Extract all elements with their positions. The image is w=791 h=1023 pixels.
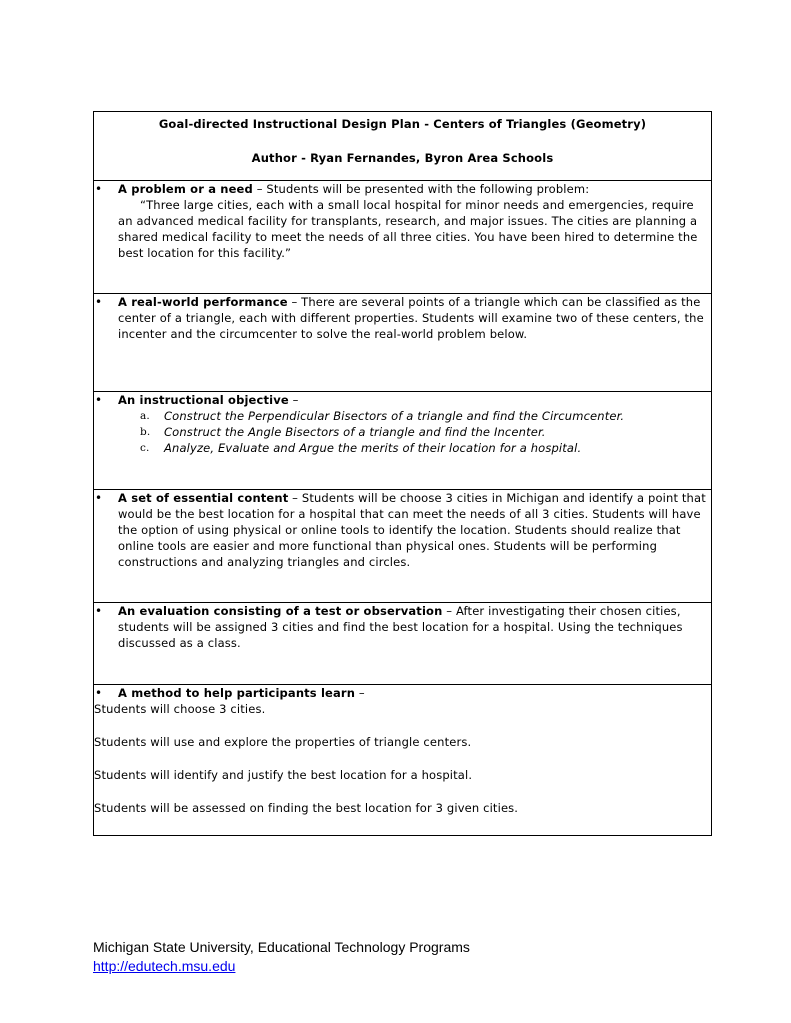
bullet: • xyxy=(95,604,103,618)
footer xyxy=(93,938,470,976)
problem-quote: “Three large cities, each with a small local hospital for minor needs and emergencies, require an advanced medical facility for transplants, research, and major issues. The cities are planning a shared medical facility to meet the needs of all three cities. You have been hired to determine the best location for this facility.” xyxy=(118,198,698,260)
section-title: An evaluation consisting of a test or observation xyxy=(118,604,443,618)
section-evaluation-cell xyxy=(94,603,712,685)
section-method-cell xyxy=(94,685,712,836)
list-marker: a. xyxy=(140,410,150,422)
section-objective-cell xyxy=(94,392,712,490)
section-title: A real-world performance xyxy=(118,295,288,309)
objective-text: Construct the Angle Bisectors of a triangle and find the Incenter. xyxy=(164,425,546,439)
section-text: – There are several points of a triangle which can be classified as the center of a triangle, each with different properties. Students will examine two of these centers, the incenter and the circumcenter to solve the real-world problem below. xyxy=(118,295,704,341)
bullet: • xyxy=(95,182,103,196)
section-title: A problem or a need xyxy=(118,182,253,196)
document-title: Goal-directed Instructional Design Plan - Centers of Triangles (Geometry) xyxy=(158,117,647,131)
design-plan-table xyxy=(93,111,712,836)
section-problem xyxy=(94,181,712,294)
section-text: – Students will be choose 3 cities in Michigan and identify a point that would be the best location for a hospital that can meet the needs of all 3 cities. Students will have the option of using physical or online tools to identify the location. Students should realize that online tools are easier and more functional than physical ones. Students will be performing constructions and analyzing triangles and circles. xyxy=(118,491,706,569)
section-title: A method to help participants learn xyxy=(118,686,356,700)
section-text: – Students will be presented with the following problem: xyxy=(252,182,590,196)
section-content xyxy=(94,490,712,603)
section-text: – xyxy=(355,686,365,700)
method-line: Students will be assessed on finding the best location for 3 given cities. xyxy=(94,801,519,815)
objective-item xyxy=(118,440,711,456)
header-cell xyxy=(94,112,712,181)
section-performance-cell xyxy=(94,294,712,392)
section-problem-cell xyxy=(94,181,712,294)
method-heading xyxy=(94,685,711,701)
section-objective xyxy=(94,392,712,490)
section-content-cell xyxy=(94,490,712,603)
bullet: • xyxy=(95,686,103,700)
section-title: A set of essential content xyxy=(118,491,289,505)
section-evaluation xyxy=(94,603,712,685)
section-performance xyxy=(94,294,712,392)
section-method xyxy=(94,685,712,836)
objective-item xyxy=(118,424,711,440)
method-line: Students will choose 3 cities. xyxy=(94,702,266,716)
section-text: – After investigating their chosen cities, students will be assigned 3 cities and find the best location for a hospital. Using the techniques discussed as a class. xyxy=(118,604,683,650)
bullet: • xyxy=(95,393,103,407)
document-author: Author - Ryan Fernandes, Byron Area Schools xyxy=(251,151,554,165)
header-row xyxy=(94,112,712,181)
objective-list xyxy=(118,408,711,456)
objective-text: Analyze, Evaluate and Argue the merits of their location for a hospital. xyxy=(164,441,582,455)
method-line: Students will identify and justify the best location for a hospital. xyxy=(94,768,473,782)
section-text: – xyxy=(288,393,299,407)
bullet: • xyxy=(95,295,103,309)
footer-link[interactable]: http://edutech.msu.edu xyxy=(93,958,236,974)
list-marker: c. xyxy=(140,442,150,454)
bullet: • xyxy=(95,491,103,505)
list-marker: b. xyxy=(140,426,151,438)
method-line: Students will use and explore the properties of triangle centers. xyxy=(94,735,472,749)
section-title: An instructional objective xyxy=(118,393,289,407)
objective-text: Construct the Perpendicular Bisectors of a triangle and find the Circumcenter. xyxy=(164,409,625,423)
footer-org: Michigan State University, Educational Technology Programs xyxy=(93,939,470,955)
objective-item xyxy=(118,408,711,424)
